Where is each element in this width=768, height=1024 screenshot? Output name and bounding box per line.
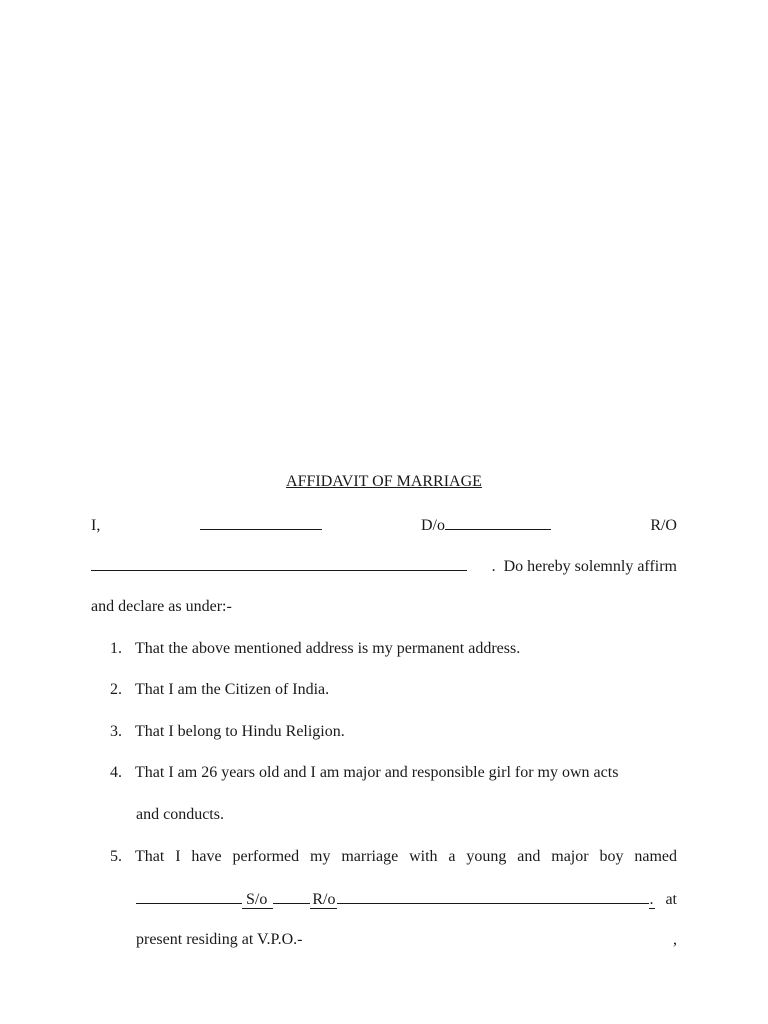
daughter-of-group <box>421 512 551 538</box>
groom-name-blank <box>136 886 242 904</box>
declare-line: and declare as under:- <box>91 598 232 615</box>
groom-father-blank <box>273 886 310 904</box>
item-text: That I have performed my marriage with a young and major boy named <box>135 848 677 865</box>
item-text: That I am 26 years old and I am major and responsible girl for my own acts <box>135 764 619 781</box>
item-number: 2. <box>110 681 122 698</box>
item-continuation: and conducts. <box>136 806 224 823</box>
list-item <box>110 720 677 744</box>
affirm-text: . Do hereby solemnly affirm <box>491 558 677 575</box>
residing-text: present residing at V.P.O.- <box>136 931 303 948</box>
item-5-blanks-line <box>136 886 677 910</box>
ro-label-2: R/o <box>312 891 336 908</box>
item-text: That I am the Citizen of India. <box>135 681 330 698</box>
so-label: S/o <box>242 891 273 909</box>
groom-address-blank <box>337 886 649 904</box>
intro-line-1 <box>91 512 677 536</box>
item-number: 4. <box>110 764 122 781</box>
document-title: AFFIDAVIT OF MARRIAGE <box>286 473 482 490</box>
item-5-residing-line <box>136 928 677 952</box>
item-number: 1. <box>110 640 122 657</box>
item-text: That the above mentioned address is my permanent address. <box>135 640 521 657</box>
do-label: D/o <box>420 517 445 534</box>
groom-blank-group <box>136 886 655 909</box>
name-blank <box>200 512 322 530</box>
list-item <box>110 845 677 869</box>
father-name-blank <box>445 512 551 530</box>
at-label: at <box>665 891 677 908</box>
comma: , <box>673 931 677 948</box>
list-item <box>110 761 677 785</box>
i-label: I, <box>91 517 101 534</box>
ro-label: R/O <box>650 517 677 534</box>
list-item <box>110 678 677 702</box>
item-number: 3. <box>110 723 122 740</box>
item-text: That I belong to Hindu Religion. <box>135 723 345 740</box>
period: . <box>649 891 654 908</box>
item-number: 5. <box>110 848 122 865</box>
address-blank <box>91 553 467 571</box>
intro-line-2 <box>91 553 677 577</box>
list-item <box>110 637 677 661</box>
